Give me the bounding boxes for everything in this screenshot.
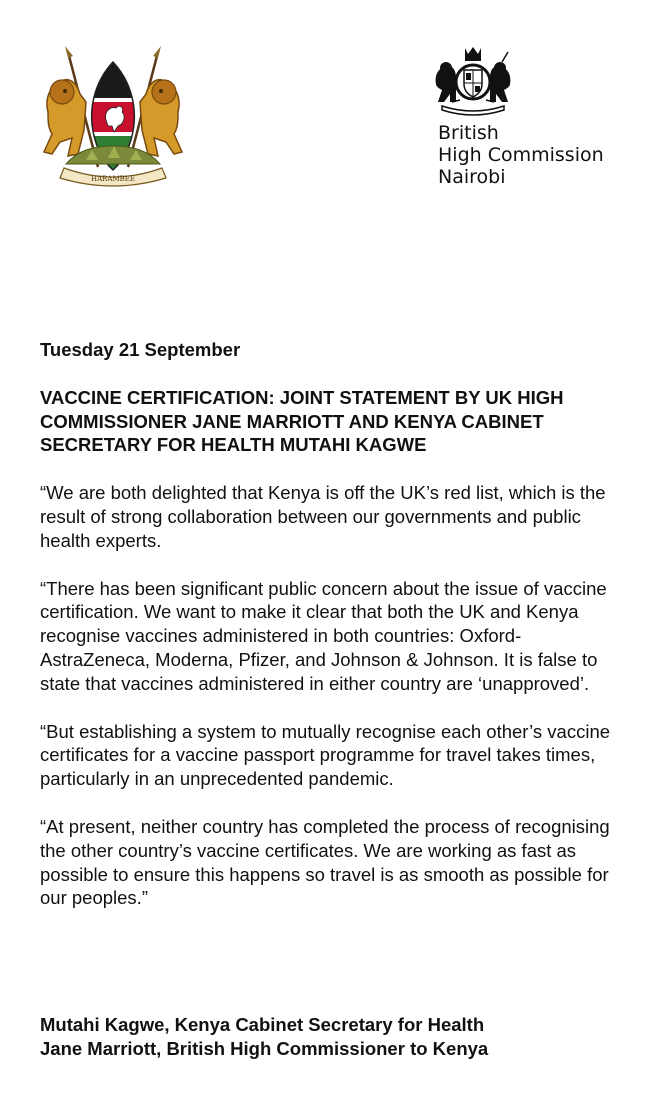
statement-headline: VACCINE CERTIFICATION: JOINT STATEMENT BY UK HIGH COMMISSIONER JANE MARRIOTT AND KENYA CABINET SECRETARY FOR HEALTH MUTAHI KAGWE bbox=[40, 386, 564, 456]
statement-paragraph-1: “We are both delighted that Kenya is off the UK’s red list, which is the result of strong collaboration between our governments and public health experts. bbox=[40, 482, 606, 551]
british-high-commission-wordmark bbox=[438, 122, 604, 188]
statement-date: Tuesday 21 September bbox=[40, 339, 241, 360]
office-line-2: High Commission bbox=[438, 144, 604, 166]
office-line-3: Nairobi bbox=[438, 166, 506, 188]
statement-paragraph-2: “There has been significant public concern about the issue of vaccine certification. We want to make it clear that both the UK and Kenya recognise vaccines administered in both countries: Oxford-AstraZeneca, Moderna, Pfizer, and Johnson & Johnson. It is false to state that vaccines administered in either country are ‘unapproved’. bbox=[40, 577, 607, 694]
signatory-marriott: Jane Marriott, British High Commissioner to Kenya bbox=[40, 1037, 489, 1059]
uk-royal-crest-icon bbox=[432, 44, 514, 116]
statement-paragraph-3: “But establishing a system to mutually recognise each other’s vaccine certificates for a vaccine passport programme for travel takes times, particularly in an unprecedented pandemic. bbox=[40, 720, 611, 790]
statement-body bbox=[40, 338, 620, 934]
kenya-motto-label: HARAMBEE bbox=[90, 175, 136, 183]
signatories-block bbox=[40, 1013, 630, 1061]
kenya-coat-of-arms-icon bbox=[38, 42, 188, 192]
statement-paragraph-4: “At present, neither country has completed the process of recognising the other country’s vaccine certificates. We are working as fast as possible to ensure this happens so travel is as smooth as possible for our peoples.” bbox=[40, 815, 610, 909]
office-line-1: British bbox=[438, 122, 499, 144]
signatory-kagwe: Mutahi Kagwe, Kenya Cabinet Secretary for Health bbox=[40, 1014, 485, 1035]
